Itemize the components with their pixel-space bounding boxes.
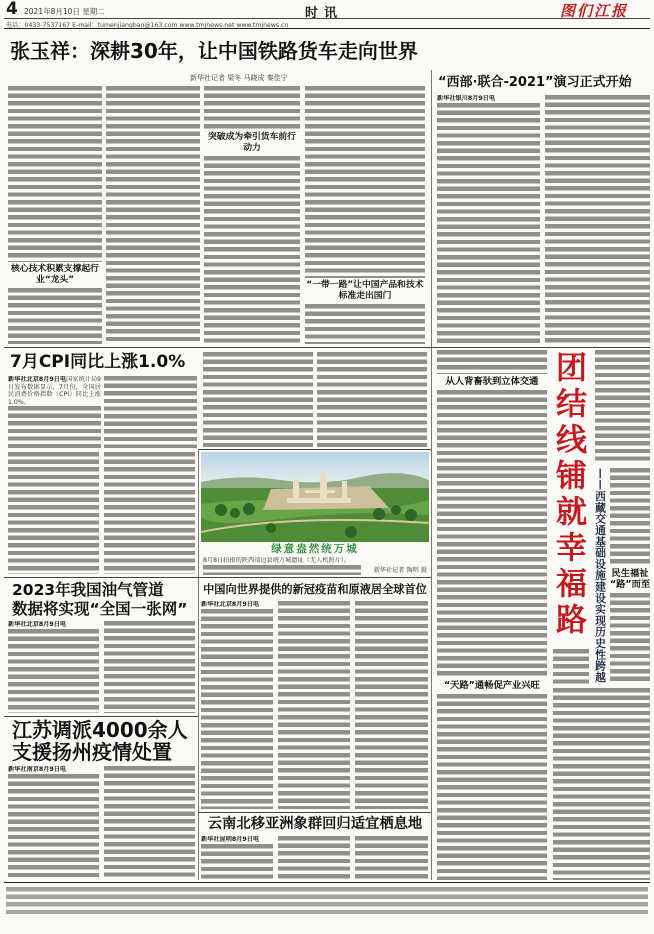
tibet-subhead-1: 从人背畜驮到立体交通 bbox=[445, 376, 539, 387]
cpi-lede bbox=[8, 376, 101, 406]
tibet-column-mid-a bbox=[553, 649, 589, 684]
tree bbox=[391, 505, 401, 515]
zhang-headline: 张玉祥：深耕30年，让中国铁路货车走向世界 bbox=[10, 39, 418, 63]
page-number: 4 bbox=[6, 0, 18, 19]
body-text bbox=[8, 629, 99, 713]
ruin-wall bbox=[305, 490, 335, 493]
jiangsu-column-1 bbox=[8, 766, 99, 880]
tree bbox=[405, 509, 417, 521]
body-text bbox=[610, 593, 650, 683]
body-text bbox=[305, 304, 425, 344]
column-rule-left bbox=[198, 449, 199, 880]
zhang-column-4 bbox=[305, 86, 425, 344]
section-rule-lower bbox=[4, 577, 431, 578]
column-rule-main bbox=[431, 70, 432, 880]
jiangsu-headline-line-2: 支援扬州疫情处置 bbox=[12, 740, 172, 764]
body-text bbox=[106, 86, 200, 344]
zhang-column-1 bbox=[8, 86, 102, 344]
cpi-column-1 bbox=[8, 376, 101, 448]
oil-headline-line-1: 2023年我国油气管道 bbox=[12, 581, 164, 599]
jiangsu-headline-line-1: 江苏调派4000余人 bbox=[12, 718, 188, 742]
tibet-subhead-2-line-2: “路”而至 bbox=[610, 579, 651, 590]
jiangsu-headline bbox=[12, 719, 195, 763]
zhang-subhead-3: “一带一路”让中国产品和技术标准走出国门 bbox=[306, 280, 424, 301]
vaccine-dateline bbox=[201, 601, 273, 609]
oil-column-2 bbox=[104, 621, 195, 713]
body-text bbox=[610, 468, 650, 566]
cpi-column-2 bbox=[104, 376, 197, 448]
yunnan-column-2 bbox=[278, 836, 350, 880]
tibet-subhead-2 bbox=[610, 568, 650, 590]
body-text bbox=[305, 86, 425, 278]
vaccine-column-2 bbox=[278, 601, 350, 809]
zhang-subhead-1: 核心技术积累支撑起行业“龙头” bbox=[11, 264, 99, 285]
body-text bbox=[278, 601, 350, 809]
tree bbox=[345, 526, 357, 538]
body-text bbox=[355, 836, 428, 880]
tree bbox=[266, 523, 276, 533]
body-text bbox=[8, 774, 99, 880]
body-text bbox=[437, 350, 547, 374]
tibet-column-right-top bbox=[595, 350, 650, 462]
oil-dateline bbox=[8, 621, 99, 629]
vaccine-column-1 bbox=[201, 601, 273, 809]
dateline: 新华社北京8月9日电 bbox=[201, 601, 260, 608]
body-text bbox=[437, 694, 547, 880]
tree bbox=[230, 508, 240, 518]
dateline: 新华社北京8月9日电 bbox=[8, 376, 67, 383]
vaccine-column-3 bbox=[355, 601, 428, 809]
photo-rule-top bbox=[198, 449, 431, 450]
body-text bbox=[553, 649, 589, 684]
newspaper-logo: 图们江报 bbox=[560, 2, 629, 20]
body-text bbox=[104, 766, 195, 880]
footer-rule bbox=[4, 882, 650, 883]
tibet-column-mid-b bbox=[553, 688, 650, 880]
dateline: 新华社昆明8月9日电 bbox=[201, 836, 260, 843]
cpi-column-6 bbox=[104, 452, 195, 574]
tree bbox=[243, 503, 255, 515]
section-title: 时讯 bbox=[305, 6, 344, 21]
body-text bbox=[437, 390, 547, 678]
lede-text: 国家统计局9日发布数据显示，7月份，全国居民消费价格指数（CPI）同比上涨1.0%。 bbox=[8, 376, 101, 406]
body-text bbox=[8, 406, 101, 448]
body-text bbox=[437, 103, 540, 345]
body-text bbox=[278, 836, 350, 880]
body-text bbox=[355, 601, 428, 809]
tree bbox=[215, 504, 227, 516]
body-text bbox=[203, 352, 313, 447]
section-rule-left bbox=[4, 716, 198, 717]
photo-caption bbox=[203, 557, 427, 575]
header-rule-bottom bbox=[4, 28, 650, 29]
body-text bbox=[8, 452, 99, 574]
tibet-subtitle: ——西藏交通基础设施建设实现历史性跨越 bbox=[594, 468, 607, 683]
caption-text: 8月8日拍摄的陕西靖边县统万城遗址（无人机照片）。 bbox=[203, 557, 351, 564]
tibet-column-right-low bbox=[610, 593, 650, 683]
photo-frame bbox=[201, 452, 429, 542]
xibu-column-1 bbox=[437, 95, 540, 345]
jiangsu-column-2 bbox=[104, 766, 195, 880]
tibet-headline: 团结线铺就幸福路 bbox=[550, 351, 586, 639]
jiangsu-dateline bbox=[8, 766, 99, 774]
body-text bbox=[317, 352, 427, 447]
page-header bbox=[0, 0, 654, 30]
cpi-column-5 bbox=[8, 452, 99, 574]
zhang-subhead-2: 突破成为牵引货车前行动力 bbox=[208, 132, 296, 153]
body-text bbox=[104, 621, 195, 713]
xibu-dateline bbox=[437, 95, 540, 103]
tibet-column-left bbox=[437, 350, 547, 880]
tibet-subhead-2-line-1: 民生福祉 bbox=[611, 568, 649, 579]
tibet-subhead-3: “天路”通畅促产业兴旺 bbox=[444, 680, 540, 691]
photo-title: 绿意盎然统万城 bbox=[271, 543, 359, 555]
zhang-column-3 bbox=[204, 86, 300, 344]
dateline: 新华社银川8月9日电 bbox=[437, 95, 496, 102]
footer-imprint bbox=[6, 887, 648, 914]
dateline: 新华社南京8月9日电 bbox=[8, 766, 67, 773]
body-text bbox=[104, 452, 195, 574]
body-text bbox=[104, 376, 197, 448]
issue-date: 2021年8月10日 星期二 bbox=[24, 7, 105, 16]
body-text bbox=[201, 609, 273, 809]
dateline: 新华社北京8月9日电 bbox=[8, 621, 67, 628]
vaccine-headline: 中国向世界提供的新冠疫苗和原液居全球首位 bbox=[203, 583, 427, 596]
tibet-column-right-mid bbox=[610, 468, 650, 566]
xibu-column-2 bbox=[545, 95, 650, 345]
contact-line: 电话：0433-7537167 E-mail：tumenjiangbao@163.com www.tmjnews.net www.tmjnews.cn bbox=[6, 21, 289, 29]
section-rule bbox=[4, 347, 650, 348]
tree bbox=[373, 508, 385, 520]
oil-headline bbox=[12, 581, 195, 619]
yunnan-headline: 云南北移亚洲象群回归适宜栖息地 bbox=[207, 816, 423, 832]
body-text bbox=[553, 688, 650, 880]
photo-credit: 新华社记者 陶明 摄 bbox=[371, 567, 427, 575]
body-text bbox=[8, 86, 102, 262]
body-text bbox=[204, 156, 300, 344]
ruin-wall bbox=[287, 498, 351, 503]
body-text bbox=[204, 86, 300, 130]
photo-tongwancheng bbox=[201, 452, 429, 542]
section-rule-middle bbox=[198, 812, 431, 813]
xibu-headline: “西部·联合-2021”演习正式开始 bbox=[438, 75, 632, 90]
body-text bbox=[595, 350, 650, 462]
oil-headline-line-2: 数据将实现“全国一张网” bbox=[12, 600, 188, 618]
cpi-column-4 bbox=[317, 352, 427, 447]
zhang-byline: 新华社记者 梁冬 马晓成 秦佳宁 bbox=[190, 74, 288, 82]
imprint-text bbox=[6, 887, 648, 914]
yunnan-column-3 bbox=[355, 836, 428, 880]
body-text bbox=[8, 288, 102, 344]
oil-column-1 bbox=[8, 621, 99, 713]
cpi-headline: 7月CPI同比上涨1.0% bbox=[10, 352, 186, 372]
body-text bbox=[545, 95, 650, 345]
body-text bbox=[201, 844, 273, 880]
cpi-column-3 bbox=[203, 352, 313, 447]
body-text bbox=[203, 565, 361, 575]
yunnan-column-1 bbox=[201, 836, 273, 880]
yunnan-dateline bbox=[201, 836, 273, 844]
zhang-column-2 bbox=[106, 86, 200, 344]
